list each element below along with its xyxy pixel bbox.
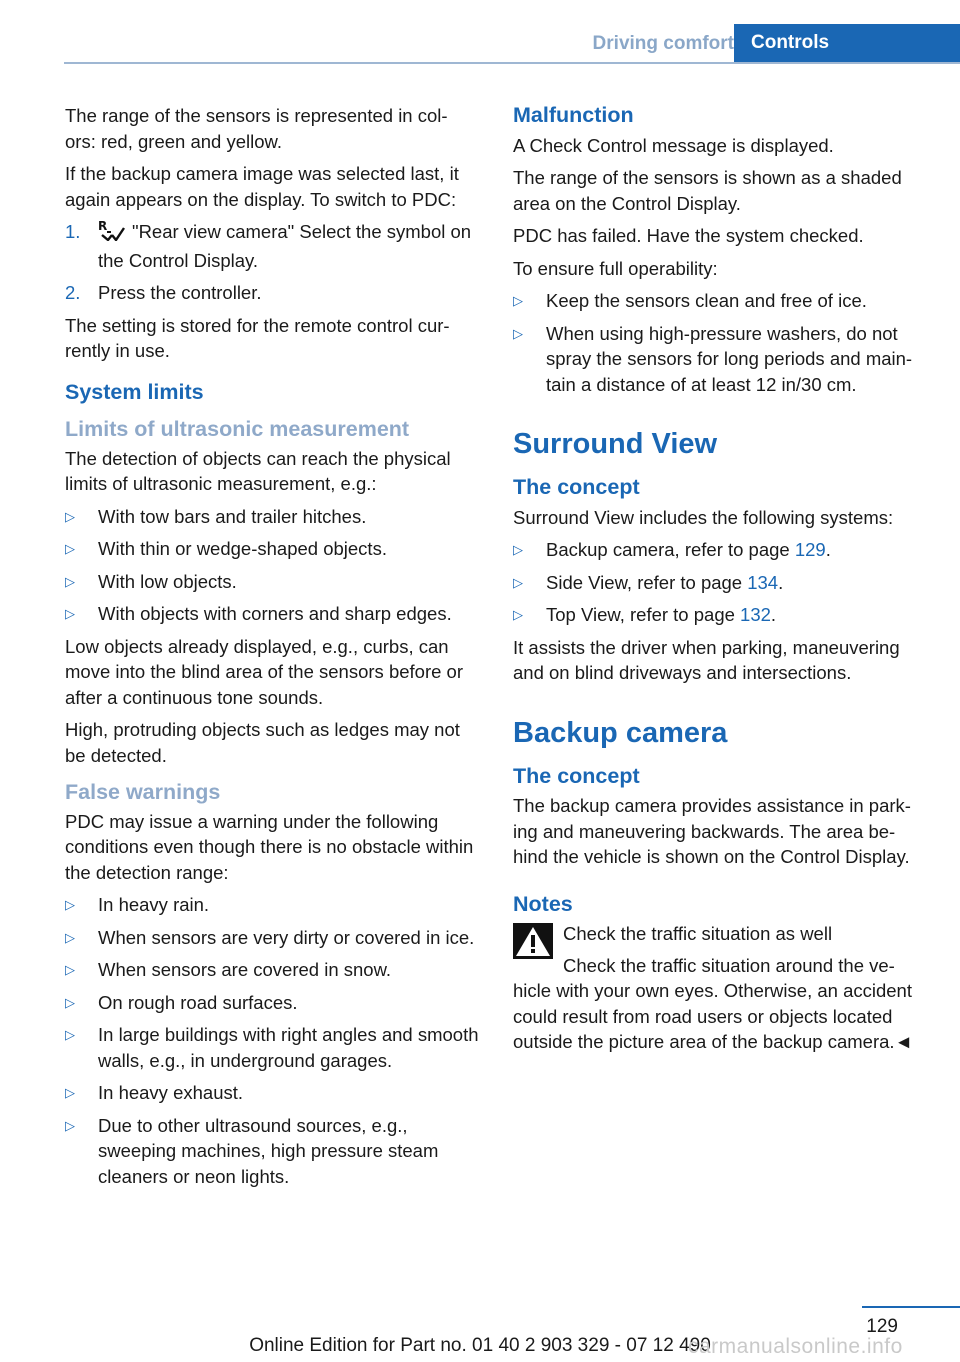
rear-view-camera-icon	[98, 219, 126, 248]
surround-view-list	[513, 537, 931, 628]
bullet-icon: ▷	[65, 1027, 75, 1042]
paragraph: Low objects already displayed, e.g., curbs, can move into the blind area of the sensors before or after a continuous tone sounds.	[65, 635, 463, 708]
list-item: ▷ Top View, refer to page 132.	[513, 602, 931, 628]
list-item	[65, 1080, 483, 1106]
paragraph: The range of the sensors is shown as a shaded area on the Control Display.	[513, 167, 902, 214]
step-text: "Rear view camera" Select the symbol on the Control Display.	[98, 221, 472, 271]
bullet-icon: ▷	[65, 962, 75, 977]
list-item-text: With thin or wedge-shaped objects.	[98, 538, 387, 559]
paragraph: To ensure full operability:	[513, 257, 718, 279]
paragraph: The backup camera provides assistance in park- ing and maneuvering backwards. The area be- hind the vehicle is shown on the Control Display.	[513, 795, 911, 867]
list-item-text: In heavy exhaust.	[98, 1082, 244, 1103]
paragraph: The range of the sensors is represented in col- ors: red, green and yellow.	[65, 105, 448, 152]
list-item	[65, 536, 483, 562]
step-item	[65, 219, 483, 273]
page-header	[64, 24, 960, 64]
numbered-steps	[65, 219, 483, 306]
list-item-text: With objects with corners and sharp edges.	[98, 603, 452, 624]
paragraph: The setting is stored for the remote control cur- rently in use.	[65, 314, 450, 361]
bullet-icon: ▷	[65, 1117, 75, 1133]
page-link[interactable]: 132	[740, 604, 771, 625]
bullet-icon: ▷	[65, 606, 75, 621]
list-item	[65, 990, 483, 1016]
list-item	[513, 288, 931, 314]
warning-triangle-icon	[513, 923, 553, 959]
paragraph: Surround View includes the following systems:	[513, 506, 894, 528]
malfunction-list	[513, 288, 931, 397]
list-item-text: With low objects.	[98, 570, 237, 592]
paragraph: PDC may issue a warning under the following conditions even though there is no obstacle within the detection range:	[65, 810, 474, 883]
list-item-text: When sensors are covered in snow.	[98, 959, 392, 980]
bullet-icon: ▷	[513, 542, 523, 557]
warning-text: Check the traffic situation around the ve- hicle with your own eyes. Otherwise, an accident could result from road users or objects located outside the picture area of the backup camera.◄	[513, 954, 913, 1052]
list-item	[65, 601, 483, 627]
heading-false-warnings: False warnings	[65, 780, 221, 804]
footer-rule	[862, 1306, 960, 1308]
list-item-text: With tow bars and trailer hitches.	[98, 505, 367, 527]
paragraph: The detection of objects can reach the physical limits of ultrasonic measurement, e.g.:	[65, 447, 451, 494]
warning-note	[513, 921, 931, 947]
page-link[interactable]: 134	[747, 571, 779, 593]
list-item: ▷ Side View, refer to page 134.	[513, 570, 931, 596]
list-item	[65, 957, 483, 983]
bullet-icon: ▷	[513, 293, 523, 308]
heading-system-limits: System limits	[65, 379, 204, 404]
step-number: 1.	[65, 221, 81, 242]
list-item-text: Top View, refer to page	[546, 604, 741, 625]
list-item	[513, 321, 931, 398]
list-item-text: Due to other ultrasound sources, e.g., sweeping machines, high pressure steam cleaners or neon lights.	[98, 1114, 439, 1187]
paragraph: If the backup camera image was selected last, it again appears on the display. To switch to PDC:	[65, 163, 459, 210]
bullet-icon: ▷	[513, 607, 523, 622]
list-item	[65, 569, 483, 595]
list-item	[65, 1022, 483, 1073]
list-item	[65, 892, 483, 918]
watermark: carmanualsonline.info	[688, 1335, 903, 1358]
false-warnings-list	[65, 892, 483, 1189]
paragraph: It assists the driver when parking, maneuvering and on blind driveways and intersections.	[513, 636, 900, 683]
bullet-icon: ▷	[65, 897, 75, 912]
bullet-icon: ▷	[65, 541, 75, 556]
step-number: 2.	[65, 282, 81, 303]
warning-title: Check the traffic situation as well	[563, 923, 833, 944]
bullet-icon: ▷	[513, 325, 523, 341]
list-item	[65, 925, 483, 951]
right-column	[513, 103, 931, 1062]
heading-notes: Notes	[513, 891, 573, 916]
heading-backup-camera: Backup camera	[513, 716, 728, 749]
page-link[interactable]: 129	[794, 539, 826, 560]
list-item-text: In heavy rain.	[98, 894, 210, 915]
list-item-text: When using high-pressure washers, do not spray the sensors for long periods and main- tain a distance of at least 12 in/30 cm.	[546, 322, 913, 395]
svg-text:R: R	[98, 219, 108, 233]
bullet-icon: ▷	[65, 1085, 75, 1100]
step-item	[65, 280, 483, 306]
bullet-icon: ▷	[65, 508, 75, 524]
list-item-text: Side View, refer to page	[546, 571, 748, 593]
page-number: 129	[866, 1316, 898, 1337]
list-item-text: On rough road surfaces.	[98, 991, 298, 1013]
list-item-text: Keep the sensors clean and free of ice.	[546, 290, 867, 311]
heading-ultrasonic: Limits of ultrasonic measurement	[65, 417, 410, 441]
paragraph: PDC has failed. Have the system checked.	[513, 225, 864, 246]
heading-sv-concept: The concept	[513, 475, 640, 499]
list-item-text: When sensors are very dirty or covered in ice.	[98, 926, 475, 948]
paragraph: A Check Control message is displayed.	[513, 134, 834, 156]
bullet-icon: ▷	[65, 929, 75, 945]
list-item: ▷ Backup camera, refer to page 129.	[513, 537, 931, 563]
edition-line: Online Edition for Part no. 01 40 2 903 329 - 07 12 490	[249, 1335, 711, 1356]
section-title: Driving comfort	[592, 33, 734, 54]
heading-surround-view: Surround View	[513, 428, 718, 460]
list-item-text: Backup camera, refer to page	[546, 539, 795, 560]
list-item	[65, 1113, 483, 1190]
bullet-icon: ▷	[513, 574, 523, 590]
list-item-text: In large buildings with right angles and smooth walls, e.g., in underground garages.	[98, 1024, 479, 1071]
bullet-icon: ▷	[65, 994, 75, 1010]
paragraph: High, protruding objects such as ledges may not be detected.	[65, 719, 460, 766]
chapter-tab: Controls	[734, 24, 960, 62]
heading-malfunction: Malfunction	[513, 103, 634, 127]
step-text: Press the controller.	[98, 282, 262, 303]
ultrasonic-list	[65, 504, 483, 627]
list-item	[65, 504, 483, 530]
left-column	[65, 103, 483, 1196]
bullet-icon: ▷	[65, 573, 75, 589]
heading-bc-concept: The concept	[513, 763, 640, 788]
